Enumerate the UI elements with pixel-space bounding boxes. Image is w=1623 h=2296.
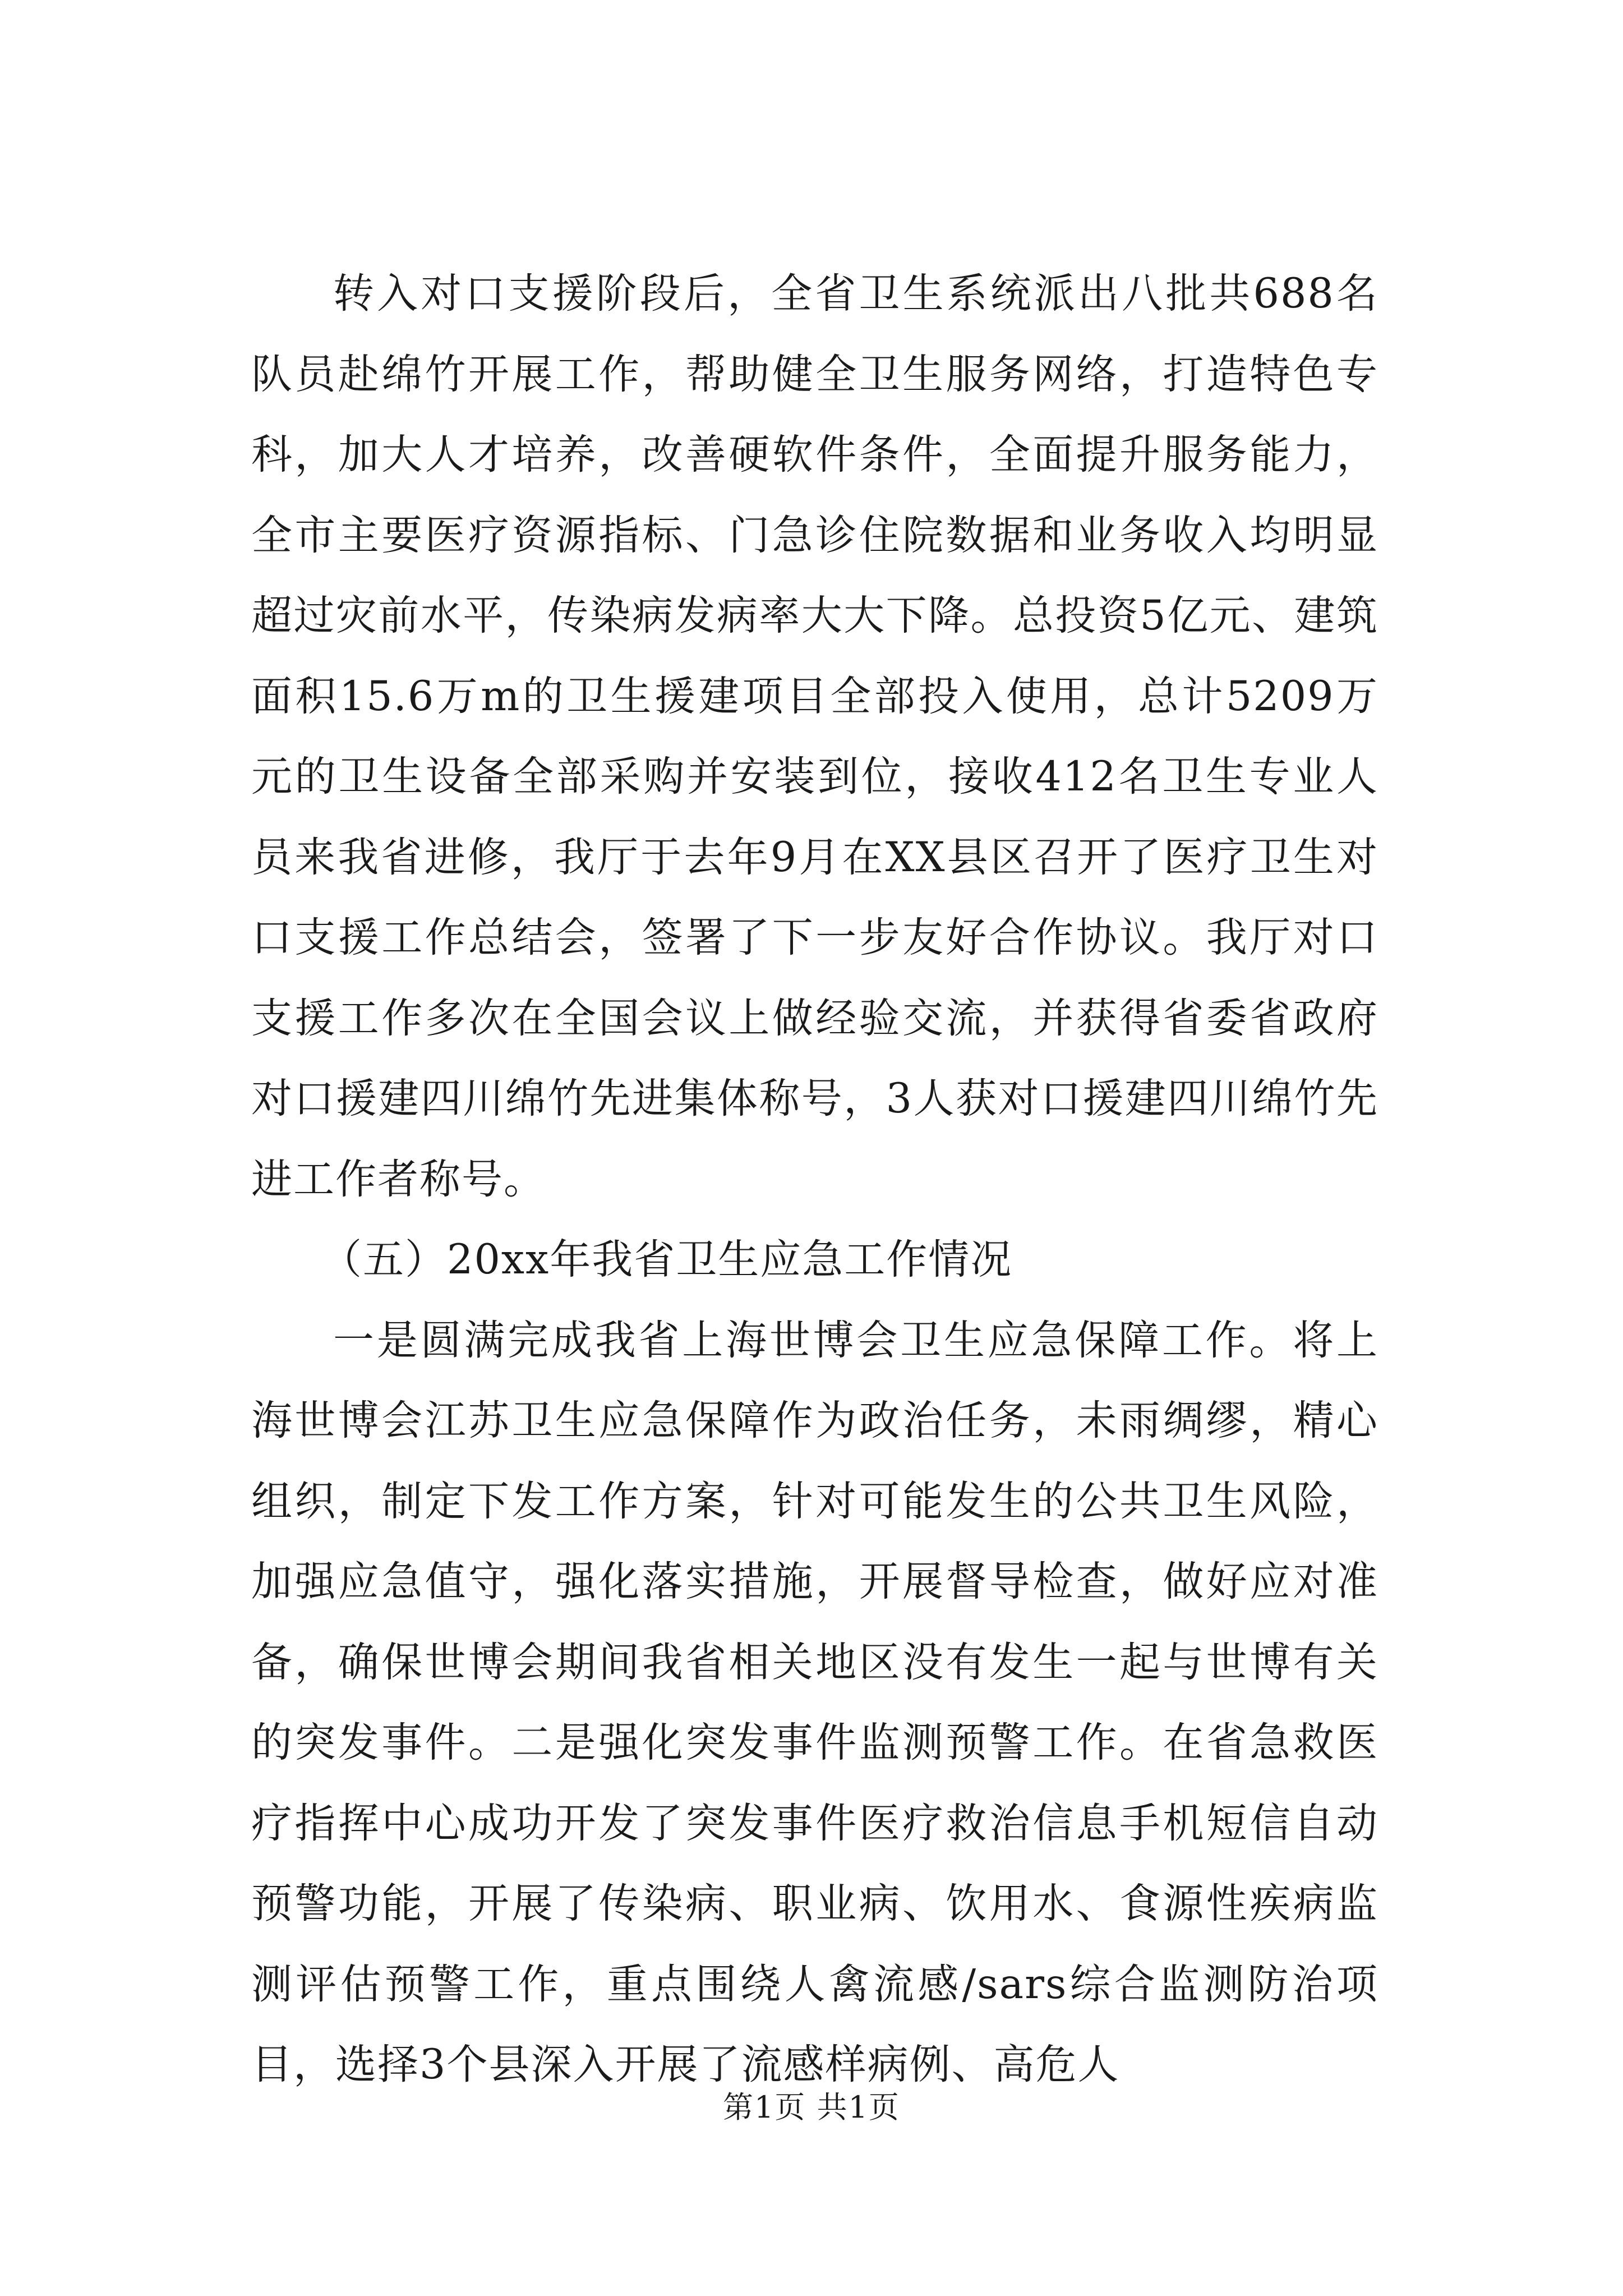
paragraph-emergency-work: 一是圆满完成我省上海世博会卫生应急保障工作。将上海世博会江苏卫生应急保障作为政治任务，未雨绸缪，精心组织，制定下发工作方案，针对可能发生的公共卫生风险，加强应急值守，强化落实措施，开展督导检查，做好应对准备，确保世博会期间我省相关地区没有发生一起与世博有关的突发事件。二是强化突发事件监测预警工作。在省急救医疗指挥中心成功开发了突发事件医疗救治信息手机短信自动预警功能，开展了传染病、职业病、饮用水、食源性疾病监测评估预警工作，重点围绕人禽流感/sars综合监测防治项目，选择3个县深入开展了流感样病例、高危人 [251, 1316, 1378, 2088]
paragraph-support-work: 转入对口支援阶段后，全省卫生系统派出八批共688名队员赴绵竹开展工作，帮助健全卫生服务网络，打造特色专科，加大人才培养，改善硬软件条件，全面提升服务能力，全市主要医疗资源指标、门急诊住院数据和业务收入均明显超过灾前水平，传染病发病率大大下降。总投资5亿元、建筑面积15.6万m的卫生援建项目全部投入使用，总计5209万元的卫生设备全部采购并安装到位，接收412名卫生专业人员来我省进修，我厅于去年9月在XX县区召开了医疗卫生对口支援工作总结会，签署了下一步友好合作协议。我厅对口支援工作多次在全国会议上做经验交流，并获得省委省政府对口援建四川绵竹先进集体称号，3人获对口援建四川绵竹先进工作者称号。 [251, 270, 1378, 1203]
page-footer: 第1页 共1页 [723, 2090, 900, 2125]
document-body [251, 254, 1378, 2105]
section-heading-emergency: （五）20xx年我省卫生应急工作情况 [321, 1236, 1013, 1283]
